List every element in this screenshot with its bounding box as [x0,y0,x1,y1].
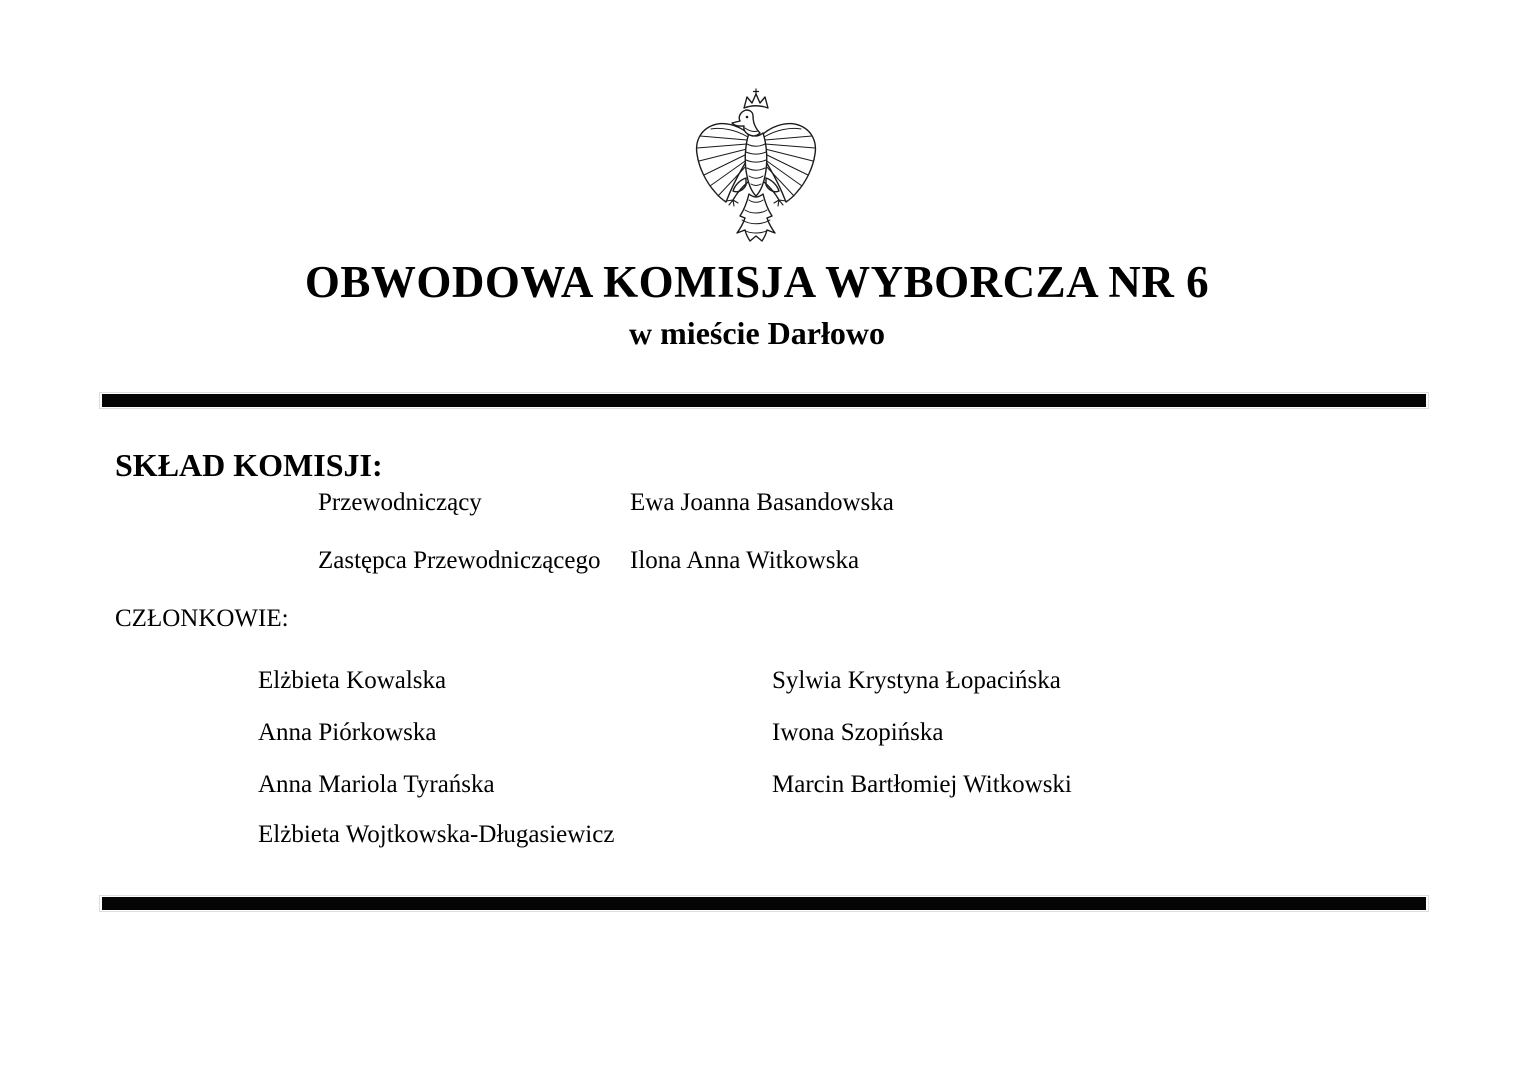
officer-role-label: Przewodniczący [318,489,482,516]
officer-row-deputy [0,547,1527,579]
member-name: Sylwia Krystyna Łopacińska [772,667,1061,694]
polish-eagle-emblem [692,88,820,246]
polish-eagle-icon [692,88,820,246]
member-name: Elżbieta Wojtkowska-Długasiewicz [258,821,615,848]
bottom-divider-fill [102,897,1426,910]
top-divider-bar [99,392,1429,409]
member-name: Anna Mariola Tyrańska [258,771,495,798]
members-heading: CZŁONKOWIE: [115,605,289,632]
officer-name: Ilona Anna Witkowska [630,547,860,574]
page-subtitle: w mieście Darłowo [629,315,885,351]
composition-heading: SKŁAD KOMISJI: [115,447,383,483]
member-name: Elżbieta Kowalska [258,667,447,694]
member-name: Iwona Szopińska [772,719,944,746]
bottom-divider-bar [99,895,1429,912]
officer-role-label: Zastępca Przewodniczącego [318,547,601,574]
top-divider-fill [102,394,1426,407]
member-name: Marcin Bartłomiej Witkowski [772,771,1072,798]
member-name: Anna Piórkowska [258,719,437,746]
page-title: OBWODOWA KOMISJA WYBORCZA NR 6 [304,257,1210,307]
officer-row-chairperson [0,489,1527,521]
officer-name: Ewa Joanna Basandowska [630,489,894,516]
